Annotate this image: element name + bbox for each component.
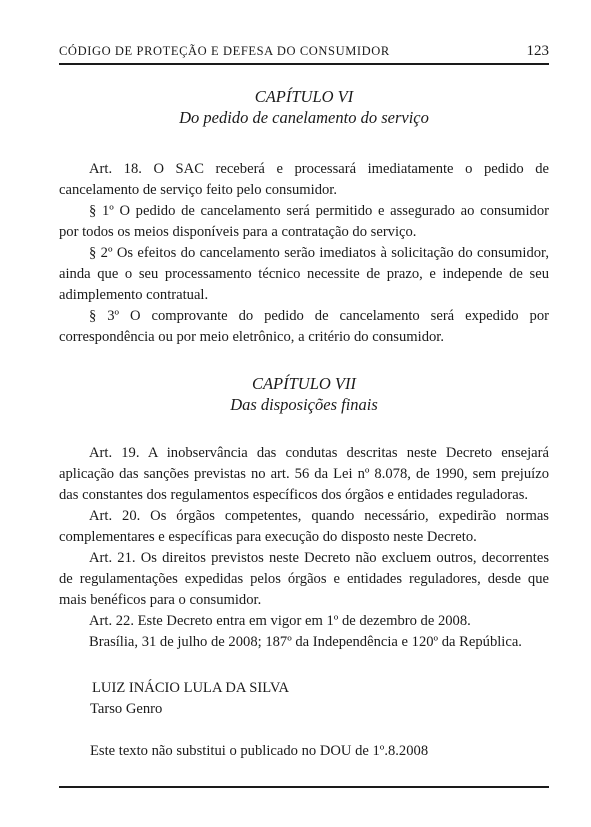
article-22: Art. 22. Este Decreto entra em vigor em 1º de dezembro de 2008. bbox=[89, 613, 471, 629]
running-title: CÓDIGO DE PROTEÇÃO E DEFESA DO CONSUMIDOR bbox=[59, 44, 390, 58]
footer-rule bbox=[59, 786, 549, 788]
chapter-7-body bbox=[59, 443, 549, 653]
article-18-paragraph-2: § 2º Os efeitos do cancelamento serão imediatos à solicitação do consumidor, ainda que o seu processamento técnico necessite de prazo, e independe de seu adimplemento contratual. bbox=[59, 245, 549, 303]
date-line: Brasília, 31 de julho de 2008; 187º da Independência e 120º da República. bbox=[89, 634, 522, 650]
chapter-6-body bbox=[59, 159, 549, 348]
footer-note: Este texto não substitui o publicado no DOU de 1º.8.2008 bbox=[90, 743, 429, 759]
header-rule bbox=[59, 63, 549, 65]
chapter-7-heading-block bbox=[59, 373, 549, 415]
signature-minister: Tarso Genro bbox=[90, 701, 163, 717]
chapter-7-subtitle: Das disposições finais bbox=[230, 395, 378, 414]
chapter-6-heading: CAPÍTULO VI bbox=[254, 87, 354, 106]
article-18: Art. 18. O SAC receberá e processará imediatamente o pedido de cancelamento de serviço feito pelo consumidor. bbox=[59, 161, 549, 198]
chapter-6-subtitle: Do pedido de canelamento do serviço bbox=[179, 108, 429, 127]
article-18-paragraph-1: § 1º O pedido de cancelamento será permitido e assegurado ao consumidor por todos os meios disponíveis para a contratação do serviço. bbox=[59, 203, 549, 240]
chapter-7-heading: CAPÍTULO VII bbox=[251, 374, 357, 393]
chapter-6-heading-block bbox=[59, 86, 549, 128]
article-20: Art. 20. Os órgãos competentes, quando necessário, expedirão normas complementares e específicas para execução do disposto neste Decreto. bbox=[59, 508, 549, 545]
article-21: Art. 21. Os direitos previstos neste Decreto não excluem outros, decorrentes de regulamentações expedidas pelos órgãos e entidades reguladores, desde que mais benéficos para o consumidor. bbox=[59, 550, 549, 608]
page-number: 123 bbox=[526, 43, 549, 59]
article-18-paragraph-3: § 3º O comprovante do pedido de cancelamento será expedido por correspondência ou por meio eletrônico, a critério do consumidor. bbox=[59, 308, 549, 345]
article-19: Art. 19. A inobservância das condutas descritas neste Decreto ensejará aplicação das sanções previstas no art. 56 da Lei nº 8.078, de 1990, sem prejuízo das constantes dos regulamentos específicos dos órgãos e entidades reguladoras. bbox=[59, 445, 549, 503]
signature-president: LUIZ INÁCIO LULA DA SILVA bbox=[92, 680, 290, 696]
